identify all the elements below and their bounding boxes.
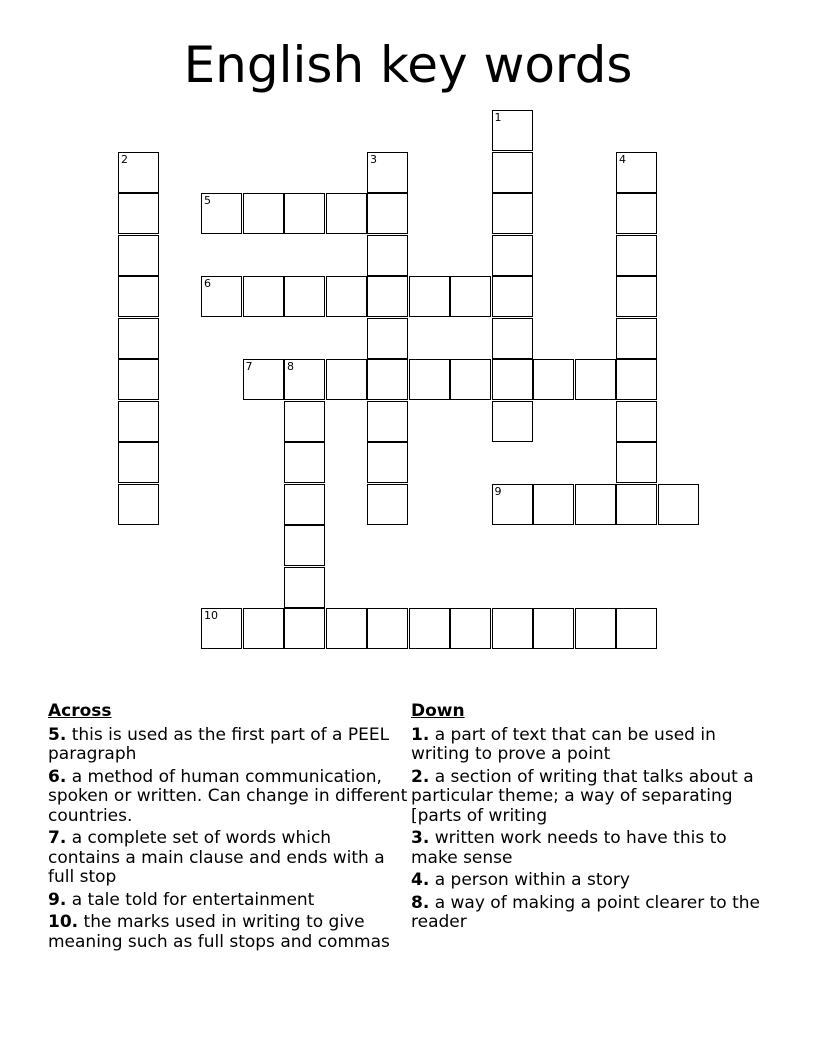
across-heading: Across (48, 701, 112, 721)
down-clue (411, 871, 771, 891)
grid-cell[interactable] (616, 193, 657, 234)
grid-cell[interactable] (616, 442, 657, 483)
grid-cell[interactable] (243, 359, 284, 400)
grid-cell[interactable] (284, 442, 325, 483)
grid-cell[interactable] (243, 608, 284, 649)
down-clue-list (411, 726, 771, 933)
grid-cell[interactable] (284, 484, 325, 525)
cell-number: 8 (287, 360, 294, 373)
clue-text: a way of making a point clearer to the reader (411, 892, 760, 932)
clue-number: 9. (48, 889, 67, 910)
grid-cell[interactable] (367, 318, 408, 359)
down-clue (411, 768, 771, 827)
grid-cell[interactable] (492, 608, 533, 649)
grid-cell[interactable] (243, 193, 284, 234)
grid-cell[interactable] (450, 276, 491, 317)
clue-number: 1. (411, 724, 430, 745)
grid-cell[interactable] (284, 359, 325, 400)
grid-cell[interactable] (409, 359, 450, 400)
grid-cell[interactable] (284, 525, 325, 566)
grid-cell[interactable] (367, 401, 408, 442)
cell-number: 5 (204, 194, 211, 207)
grid-cell[interactable] (367, 359, 408, 400)
grid-cell[interactable] (326, 276, 367, 317)
grid-cell[interactable] (492, 193, 533, 234)
grid-cell[interactable] (533, 608, 574, 649)
clue-number: 3. (411, 828, 430, 848)
clue-text: written work needs to have this to make sense (411, 828, 727, 868)
cell-number: 4 (619, 152, 626, 166)
down-clue (411, 726, 771, 765)
cell-number: 3 (370, 152, 377, 166)
clue-number: 6. (48, 766, 67, 787)
grid-cell[interactable] (118, 152, 159, 193)
down-clues (411, 702, 771, 936)
clue-text: a part of text that can be used in writing to prove a point (411, 724, 716, 764)
grid-cell[interactable] (367, 484, 408, 525)
grid-cell[interactable] (409, 276, 450, 317)
clue-number: 4. (411, 870, 430, 890)
cell-number: 2 (121, 152, 128, 166)
grid-cell[interactable] (118, 401, 159, 442)
grid-cell[interactable] (367, 608, 408, 649)
grid-cell[interactable] (284, 401, 325, 442)
grid-cell[interactable] (243, 276, 284, 317)
grid-cell[interactable] (367, 152, 408, 193)
across-clue (48, 829, 408, 888)
grid-cell[interactable] (201, 608, 242, 649)
grid-cell[interactable] (575, 359, 616, 400)
across-clue-list (48, 726, 408, 953)
grid-cell[interactable] (118, 442, 159, 483)
clue-text: a person within a story (429, 870, 630, 890)
clue-number: 5. (48, 724, 67, 745)
down-clue (411, 829, 771, 868)
grid-cell[interactable] (118, 359, 159, 400)
puzzle-title: English key words (183, 36, 633, 94)
grid-cell[interactable] (118, 276, 159, 317)
grid-cell[interactable] (492, 359, 533, 400)
clue-number: 8. (411, 892, 430, 913)
grid-cell[interactable] (201, 276, 242, 317)
grid-cell[interactable] (118, 318, 159, 359)
grid-cell[interactable] (616, 359, 657, 400)
grid-cell[interactable] (616, 276, 657, 317)
grid-cell[interactable] (492, 484, 533, 525)
grid-cell[interactable] (616, 318, 657, 359)
clue-text: a method of human communication, spoken or written. Can change in different countries. (48, 766, 408, 826)
across-clue (48, 913, 408, 952)
clue-text: a section of writing that talks about a particular theme; a way of separating [parts of writing (411, 766, 754, 826)
grid-cell[interactable] (118, 193, 159, 234)
cell-number: 1 (494, 111, 502, 124)
clue-number: 10. (48, 912, 79, 932)
grid-cell[interactable] (118, 235, 159, 276)
grid-cell[interactable] (326, 193, 367, 234)
grid-cell[interactable] (284, 193, 325, 234)
clue-text: the marks used in writing to give meaning such as full stops and commas (48, 912, 390, 952)
grid-cell[interactable] (533, 359, 574, 400)
cell-number: 7 (245, 360, 253, 373)
grid-cell[interactable] (118, 484, 159, 525)
across-clue (48, 891, 408, 911)
grid-cell[interactable] (616, 608, 657, 649)
grid-cell[interactable] (616, 401, 657, 442)
grid-cell[interactable] (492, 318, 533, 359)
clue-text: this is used as the first part of a PEEL paragraph (48, 724, 390, 764)
grid-cell[interactable] (492, 276, 533, 317)
grid-cell[interactable] (201, 193, 242, 234)
clue-text: a tale told for entertainment (66, 889, 315, 910)
grid-cell[interactable] (284, 567, 325, 608)
grid-cell[interactable] (492, 235, 533, 276)
across-clues (48, 702, 408, 955)
grid-cell[interactable] (575, 484, 616, 525)
cell-number: 10 (204, 609, 218, 622)
clue-number: 2. (411, 766, 430, 787)
grid-cell[interactable] (409, 608, 450, 649)
grid-cell[interactable] (575, 608, 616, 649)
grid-cell[interactable] (492, 152, 533, 193)
grid-cell[interactable] (450, 359, 491, 400)
grid-cell[interactable] (284, 276, 325, 317)
grid-cell[interactable] (367, 235, 408, 276)
cell-number: 6 (204, 277, 211, 290)
down-clue (411, 894, 771, 933)
grid-cell[interactable] (616, 484, 657, 525)
grid-cell[interactable] (450, 608, 491, 649)
grid-cell[interactable] (284, 608, 325, 649)
grid-cell[interactable] (367, 276, 408, 317)
clue-text: a complete set of words which contains a main clause and ends with a full stop (48, 828, 385, 887)
grid-cell[interactable] (367, 442, 408, 483)
grid-cell[interactable] (326, 359, 367, 400)
clue-number: 7. (48, 828, 67, 848)
down-heading: Down (411, 701, 465, 721)
across-clue (48, 768, 408, 827)
grid-cell[interactable] (658, 484, 699, 525)
cell-number: 9 (494, 484, 502, 498)
grid-cell[interactable] (492, 401, 533, 442)
grid-cell[interactable] (616, 152, 657, 193)
grid-cell[interactable] (533, 484, 574, 525)
across-clue (48, 726, 408, 765)
grid-cell[interactable] (326, 608, 367, 649)
grid-cell[interactable] (367, 193, 408, 234)
grid-cell[interactable] (616, 235, 657, 276)
grid-cell[interactable] (492, 110, 533, 151)
